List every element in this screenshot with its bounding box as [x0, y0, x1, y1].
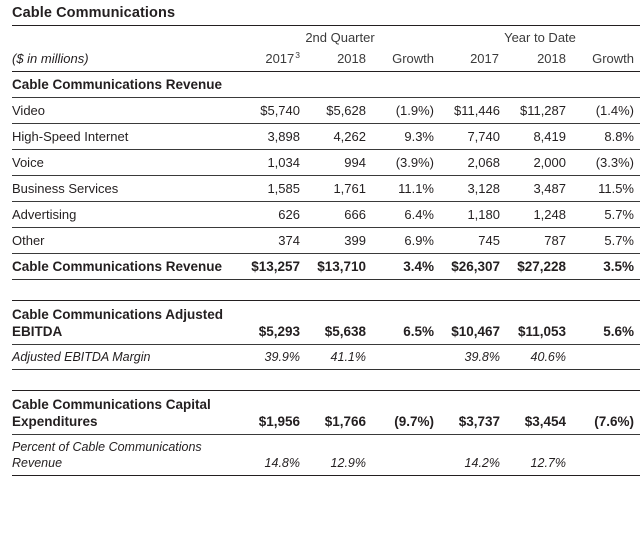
cell-adv-ytd-2017: 1,180: [440, 202, 506, 228]
table-row: [12, 150, 640, 176]
table-row: [12, 202, 640, 228]
cell-voice-ytd-2018: 2,000: [506, 150, 572, 176]
group-header-ytd: Year to Date: [504, 30, 576, 45]
cell-voice-q2-2017: 1,034: [240, 150, 306, 176]
cell-other-ytd-2017: 745: [440, 228, 506, 254]
total-capex-q2-2017: $1,956: [258, 414, 300, 429]
cell-hsi-q2-2017: 3,898: [240, 124, 306, 150]
col-header-ytd-growth: Growth: [592, 51, 634, 66]
group-header-row: [12, 26, 640, 48]
sub-label-percent-of-revenue-line2: Revenue: [12, 456, 63, 470]
section-heading-capex-line2: Expenditures: [12, 414, 98, 429]
col-header-ytd-2017-footnote: [499, 50, 500, 60]
total-revenue-ytd-2018: $27,228: [506, 254, 572, 280]
pct-capex-ytd-2018: 12.7%: [530, 456, 566, 470]
cell-voice-ytd-2017: 2,068: [440, 150, 506, 176]
cell-hsi-q2-growth: 9.3%: [372, 124, 440, 150]
sub-label-ebitda-margin: Adjusted EBITDA Margin: [12, 345, 240, 370]
total-row-ebitda: [12, 323, 640, 345]
cell-video-q2-2017: $5,740: [240, 98, 306, 124]
cell-other-q2-2017: 374: [240, 228, 306, 254]
total-revenue-ytd-growth: 3.5%: [572, 254, 640, 280]
group-header-q2: 2nd Quarter: [305, 30, 375, 45]
table-bottom-rule: [12, 476, 640, 477]
section-heading-revenue: Cable Communications Revenue: [12, 72, 640, 98]
column-header-row: [12, 48, 640, 72]
pct-capex-q2-growth: [372, 455, 440, 476]
financial-table: [12, 25, 640, 476]
total-row-revenue: [12, 254, 640, 280]
section-spacer: [12, 370, 640, 391]
cell-bs-ytd-2017: 3,128: [440, 176, 506, 202]
cell-hsi-ytd-2018: 8,419: [506, 124, 572, 150]
cell-hsi-q2-2018: 4,262: [306, 124, 372, 150]
section-spacer: [12, 280, 640, 301]
total-capex-ytd-growth: (7.6%): [594, 414, 634, 429]
col-header-q2-2017: [240, 48, 306, 72]
cell-video-ytd-growth: (1.4%): [572, 98, 640, 124]
col-header-ytd-2017-text: 2017: [470, 51, 499, 66]
page-title: Cable Communications: [12, 5, 176, 21]
section-heading-capex-line1: Cable Communications Capital: [12, 391, 640, 414]
cell-bs-q2-2018: 1,761: [306, 176, 372, 202]
row-label-business-services: Business Services: [12, 176, 240, 202]
col-header-ytd-2017: [440, 48, 506, 72]
sub-row-percent-of-revenue: [12, 455, 640, 476]
margin-ytd-growth: [572, 345, 640, 370]
cell-bs-ytd-2018: 3,487: [506, 176, 572, 202]
pct-capex-ytd-2017: 14.2%: [464, 456, 500, 470]
cell-voice-ytd-growth: (3.3%): [572, 150, 640, 176]
table-row: [12, 124, 640, 150]
total-ebitda-ytd-growth: 5.6%: [603, 324, 634, 339]
cell-hsi-ytd-2017: 7,740: [440, 124, 506, 150]
section-heading-ebitda-line2: EBITDA: [12, 324, 63, 339]
margin-q2-2017: 39.9%: [240, 345, 306, 370]
total-ebitda-ytd-2017: $10,467: [451, 324, 500, 339]
cell-other-q2-2018: 399: [306, 228, 372, 254]
row-label-advertising: Advertising: [12, 202, 240, 228]
cell-other-ytd-2018: 787: [506, 228, 572, 254]
total-revenue-q2-2017: $13,257: [240, 254, 306, 280]
total-ebitda-ytd-2018: $11,053: [517, 324, 566, 339]
col-header-q2-2017-text: 2017: [265, 51, 295, 66]
total-revenue-ytd-2017: $26,307: [440, 254, 506, 280]
col-header-q2-2018: 2018: [337, 51, 366, 66]
group-header-spacer: [12, 26, 240, 48]
pct-capex-ytd-growth: [572, 455, 640, 476]
cell-other-ytd-growth: 5.7%: [572, 228, 640, 254]
margin-ytd-2017: 39.8%: [440, 345, 506, 370]
total-label-revenue: Cable Communications Revenue: [12, 254, 240, 280]
total-ebitda-q2-2018: $5,638: [324, 324, 366, 339]
total-ebitda-q2-2017: $5,293: [258, 324, 300, 339]
cell-voice-q2-2018: 994: [306, 150, 372, 176]
cell-hsi-ytd-growth: 8.8%: [572, 124, 640, 150]
units-label: ($ in millions): [12, 51, 89, 66]
cell-voice-q2-growth: (3.9%): [372, 150, 440, 176]
cell-bs-q2-growth: 11.1%: [372, 176, 440, 202]
cell-adv-q2-2017: 626: [240, 202, 306, 228]
cell-adv-ytd-growth: 5.7%: [572, 202, 640, 228]
total-revenue-q2-2018: $13,710: [306, 254, 372, 280]
table-row: [12, 228, 640, 254]
col-header-q2-growth: Growth: [392, 51, 434, 66]
cell-bs-ytd-growth: 11.5%: [572, 176, 640, 202]
cell-video-q2-growth: (1.9%): [372, 98, 440, 124]
row-label-other: Other: [12, 228, 240, 254]
total-row-capex: [12, 413, 640, 435]
margin-q2-2018: 41.1%: [306, 345, 372, 370]
table-row: [12, 176, 640, 202]
pct-capex-q2-2018: 12.9%: [330, 456, 366, 470]
section-heading-ebitda-line1: Cable Communications Adjusted: [12, 301, 640, 324]
cell-adv-ytd-2018: 1,248: [506, 202, 572, 228]
total-capex-ytd-2018: $3,454: [524, 414, 566, 429]
margin-ytd-2018: 40.6%: [506, 345, 572, 370]
total-ebitda-q2-growth: 6.5%: [403, 324, 434, 339]
total-revenue-q2-growth: 3.4%: [372, 254, 440, 280]
col-header-ytd-2018: 2018: [537, 51, 566, 66]
margin-q2-growth: [372, 345, 440, 370]
total-capex-q2-growth: (9.7%): [394, 414, 434, 429]
cell-bs-q2-2017: 1,585: [240, 176, 306, 202]
sub-label-percent-of-revenue-line1: Percent of Cable Communications: [12, 435, 640, 456]
total-capex-ytd-2017: $3,737: [458, 414, 500, 429]
pct-capex-q2-2017: 14.8%: [264, 456, 300, 470]
total-capex-q2-2018: $1,766: [324, 414, 366, 429]
col-header-q2-2017-footnote: 3: [295, 49, 300, 60]
cell-video-ytd-2017: $11,446: [440, 98, 506, 124]
sub-row-ebitda-margin: [12, 345, 640, 370]
cell-other-q2-growth: 6.9%: [372, 228, 440, 254]
cell-adv-q2-2018: 666: [306, 202, 372, 228]
row-label-voice: Voice: [12, 150, 240, 176]
row-label-video: Video: [12, 98, 240, 124]
cell-video-q2-2018: $5,628: [306, 98, 372, 124]
table-row: [12, 98, 640, 124]
row-label-high-speed-internet: High-Speed Internet: [12, 124, 240, 150]
cell-video-ytd-2018: $11,287: [506, 98, 572, 124]
cell-adv-q2-growth: 6.4%: [372, 202, 440, 228]
